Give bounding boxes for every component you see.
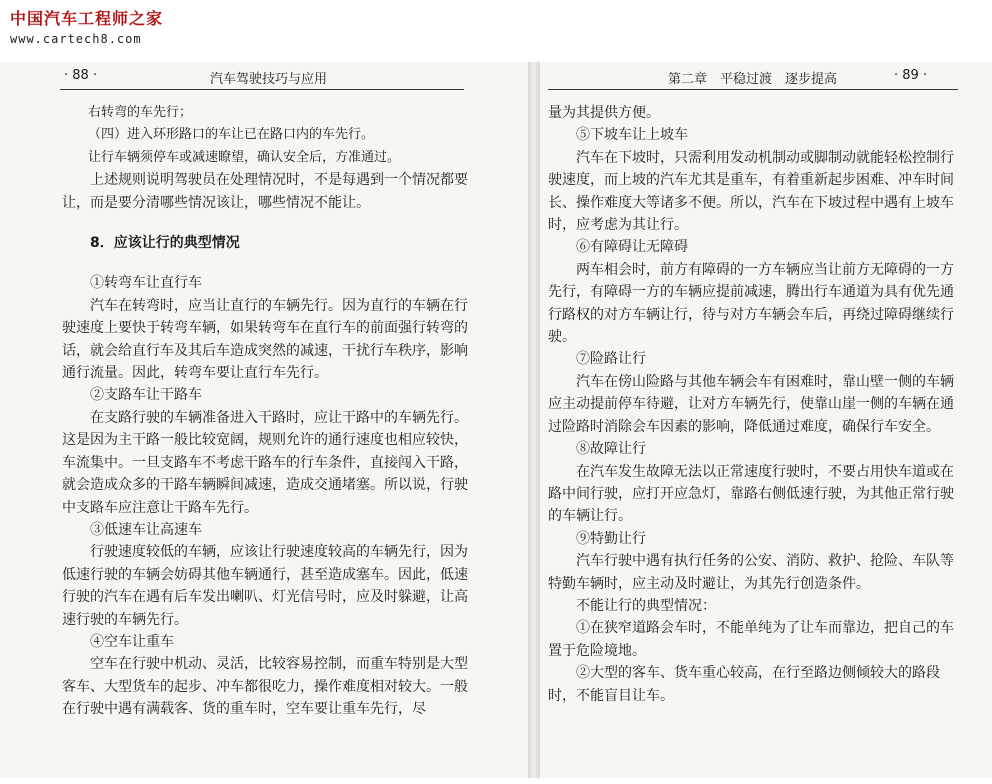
subsection-title: ⑦险路让行 bbox=[576, 351, 646, 368]
left-paragraph: 在支路行驶的车辆准备进入干路时，应让干路中的车辆先行。这是因为主干路一般比较宽阔，规则允许的通行速度也相应较快，车流集中。一旦支路车不考虑干路车的行车条件，直接闯入干路，就会造成众多的干路车辆瞬间减速，造成交通堵塞。所以说，行驶中支路车应注意让干路车先行。 bbox=[62, 409, 468, 516]
subsection-title: ①转弯车让直行车 bbox=[90, 275, 202, 292]
watermark-title: 中国汽车工程师之家 bbox=[10, 9, 164, 28]
section-heading: 8．应该让行的典型情况 bbox=[90, 235, 240, 252]
left-paragraph: 让行车辆须停车或减速瞭望，确认安全后，方准通过。 bbox=[88, 149, 401, 165]
left-page bbox=[0, 62, 528, 778]
left-paragraph: （四）进入环形路口的车让已在路口内的车先行。 bbox=[88, 127, 375, 143]
right-page bbox=[540, 62, 992, 778]
right-running-head: 第二章 平稳过渡 逐步提高 bbox=[668, 72, 838, 87]
left-running-head: 汽车驾驶技巧与应用 bbox=[210, 72, 328, 87]
right-paragraph: 汽车行驶中遇有执行任务的公安、消防、救护、抢险、车队等特勤车辆时，应主动及时避让，为其先行创造条件。 bbox=[548, 553, 954, 592]
left-paragraph: 空车在行驶中机动、灵活，比较容易控制，而重车特别是大型客车、大型货车的起步、冲车都很吃力，操作难度相对较大。一般在行驶中遇有满载客、货的重车时，空车要让重车先行，尽 bbox=[62, 656, 468, 718]
subsection-title: ④空车让重车 bbox=[90, 633, 174, 650]
subsection-title: ⑧故障让行 bbox=[576, 441, 646, 458]
subsection-title: ③低速车让高速车 bbox=[90, 521, 202, 538]
left-paragraph: 右转弯的车先行； bbox=[88, 105, 193, 120]
subsection-title: ②支路车让干路车 bbox=[90, 387, 202, 404]
right-paragraph: ②大型的客车、货车重心较高，在行至路边侧倾较大的路段时，不能盲目让车。 bbox=[548, 665, 940, 704]
right-paragraph: 汽车在下坡时，只需利用发动机制动或脚制动就能轻松控制行驶速度，而上坡的汽车尤其是重车，有着重新起步困难、冲车时间长、操作难度大等诸多不便。所以，汽车在下坡过程中遇有上坡车时，应考虑为其让行。 bbox=[548, 149, 954, 234]
left-body bbox=[62, 102, 472, 721]
watermark-url: www.cartech8.com bbox=[10, 32, 142, 46]
subsection-title: ⑥有障碍让无障碍 bbox=[576, 239, 688, 256]
right-paragraph: 在汽车发生故障无法以正常速度行驶时，不要占用快车道或在路中间行驶，应打开应急灯，靠路右侧低速行驶，为其他正常行驶的车辆让行。 bbox=[548, 463, 954, 525]
right-page-number: · 89 · bbox=[894, 68, 928, 83]
left-header-rule bbox=[60, 89, 464, 90]
left-paragraph: 行驶速度较低的车辆，应该让行驶速度较高的车辆先行，因为低速行驶的车辆会妨碍其他车辆通行，甚至造成塞车。因此，低速行驶的汽车在遇有后车发出喇叭、灯光信号时，应及时躲避，让高速行驶的车辆先行。 bbox=[62, 544, 468, 628]
right-paragraph: ①在狭窄道路会车时，不能单纯为了让车而靠边，把自己的车置于危险境地。 bbox=[548, 620, 954, 659]
right-header-rule bbox=[548, 89, 958, 90]
right-paragraph: 汽车在傍山险路与其他车辆会车有困难时，靠山壁一侧的车辆应主动提前停车待避，让对方车辆先行，使靠山崖一侧的车辆在通过险路时消除会车因素的影响，降低通过难度，确保行车安全。 bbox=[548, 373, 954, 435]
subsection-title: ⑤下坡车让上坡车 bbox=[576, 127, 688, 144]
book-gutter bbox=[528, 62, 540, 778]
right-body bbox=[548, 102, 958, 707]
left-paragraph: 汽车在转弯时，应当让直行的车辆先行。因为直行的车辆在行驶速度上要快于转弯车辆，如果转弯车在直行车的前面强行转弯的话，就会给直行车及其后车造成突然的减速，干扰行车秩序，影响通行流量。因此，转弯车要让直行车先行。 bbox=[62, 297, 468, 382]
right-paragraph: 量为其提供方便。 bbox=[548, 105, 660, 121]
subsection-title: ⑨特勤让行 bbox=[576, 530, 646, 547]
left-page-number: · 88 · bbox=[64, 68, 98, 83]
left-paragraph: 上述规则说明驾驶员在处理情况时，不是每遇到一个情况都要让，而是要分清哪些情况该让，哪些情况不能让。 bbox=[62, 172, 468, 211]
right-paragraph: 不能让行的典型情况： bbox=[576, 597, 716, 614]
right-paragraph: 两车相会时，前方有障碍的一方车辆应当让前方无障碍的一方先行，有障碍一方的车辆应提前减速，腾出行车通道为具有优先通行路权的对方车辆让行，待与对方车辆会车后，再绕过障碍继续行驶。 bbox=[548, 261, 954, 346]
